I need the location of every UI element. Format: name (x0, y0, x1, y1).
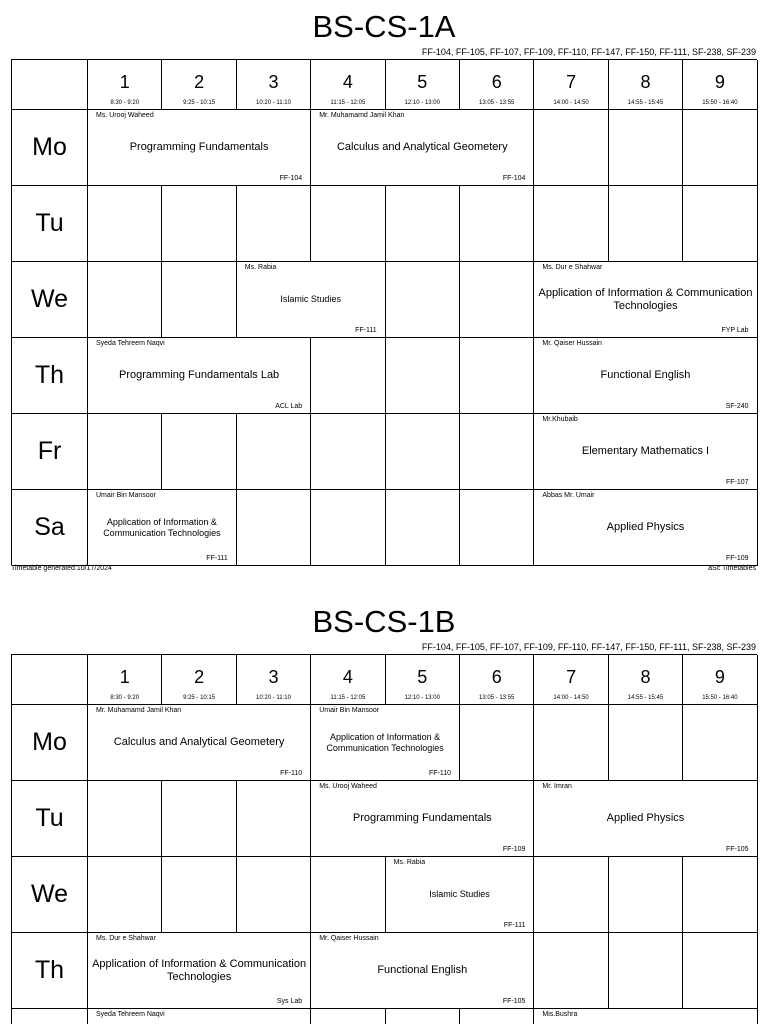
empty-slot (237, 490, 311, 566)
period-header-7 (534, 60, 608, 110)
empty-slot (683, 705, 757, 781)
period-time: 14:55 - 15:45 (627, 695, 664, 701)
lesson-teacher: Ms. Dur e Shahwar (96, 935, 156, 942)
lesson-subject: Application of Information & Communication Technologies (538, 286, 753, 312)
lesson-subject: Islamic Studies (429, 889, 490, 899)
period-header-1 (88, 655, 162, 705)
period-time: 14:55 - 15:45 (627, 100, 664, 106)
lesson-room: FF-104 (279, 175, 303, 182)
lesson-card[interactable] (88, 110, 311, 186)
lesson-subject: Functional English (600, 369, 691, 381)
period-header-8 (609, 60, 683, 110)
period-number: 6 (491, 72, 502, 92)
empty-slot (683, 110, 757, 186)
period-number: 8 (640, 667, 651, 687)
period-number: 9 (714, 72, 725, 92)
lesson-room: FYP Lab (721, 327, 749, 334)
empty-slot (237, 186, 311, 262)
empty-slot (88, 857, 162, 933)
empty-slot (386, 414, 460, 490)
lesson-room: FF-107 (726, 479, 749, 486)
period-time: 13:05 - 13:55 (479, 100, 515, 106)
period-header-2 (162, 655, 236, 705)
lesson-card[interactable] (386, 857, 535, 933)
empty-slot (534, 186, 608, 262)
lesson-teacher: Mr. Qaiser Hussain (542, 340, 602, 347)
day-label: Th (12, 933, 88, 1009)
lesson-room: FF-109 (726, 555, 749, 562)
empty-slot (88, 186, 162, 262)
empty-slot (386, 1009, 460, 1024)
empty-slot (311, 857, 385, 933)
empty-slot (386, 338, 460, 414)
empty-slot (460, 490, 534, 566)
period-time: 15:50 - 16:40 (702, 100, 738, 106)
lesson-subject: Calculus and Analytical Geometery (113, 736, 285, 748)
rooms-list: FF-104, FF-105, FF-107, FF-109, FF-110, FF-147, FF-150, FF-111, SF-238, SF-239 (421, 642, 756, 652)
generator-brand: aSc Timetables (708, 565, 756, 572)
period-number: 4 (342, 72, 353, 92)
empty-slot (386, 262, 460, 338)
period-time: 9:25 - 10:15 (183, 100, 216, 106)
lesson-subject: Application of Information & Communication Technologies (92, 957, 307, 983)
lesson-room: FF-110 (280, 770, 303, 777)
empty-slot (237, 857, 311, 933)
empty-slot (609, 705, 683, 781)
timetable-1 (0, 595, 768, 1024)
empty-slot (162, 857, 236, 933)
lesson-teacher: Umair Bin Mansoor (319, 707, 380, 714)
empty-slot (460, 705, 534, 781)
period-time: 14:00 - 14:50 (553, 100, 589, 106)
empty-slot (460, 338, 534, 414)
period-number: 7 (566, 72, 577, 92)
empty-slot (609, 110, 683, 186)
period-header-6 (460, 655, 534, 705)
lesson-teacher: Umair Bin Mansoor (96, 492, 156, 499)
lesson-subject: Calculus and Analytical Geometery (336, 141, 508, 153)
empty-slot (311, 1009, 385, 1024)
period-header-1 (88, 60, 162, 110)
period-number: 5 (417, 72, 428, 92)
lesson-teacher: Abbas Mr. Umair (542, 492, 595, 499)
schedule-grid (11, 59, 757, 565)
period-header-7 (534, 655, 608, 705)
lesson-room: FF-111 (355, 327, 377, 334)
lesson-card[interactable] (88, 490, 237, 566)
lesson-subject: Application of Information & Communication Technologies (326, 731, 444, 753)
generated-date: Timetable generated:10/17/2024 (11, 565, 112, 572)
empty-slot (609, 933, 683, 1009)
day-label: We (12, 857, 88, 933)
corner-cell (12, 655, 88, 705)
lesson-subject: Programming Fundamentals Lab (118, 369, 280, 381)
empty-slot (534, 933, 608, 1009)
lesson-card[interactable] (88, 705, 311, 781)
lesson-card[interactable] (88, 933, 311, 1009)
empty-slot (534, 705, 608, 781)
day-label: Fr (12, 414, 88, 490)
lesson-card[interactable] (534, 1009, 757, 1024)
lesson-subject: Islamic Studies (280, 294, 341, 304)
lesson-room: Sys Lab (276, 998, 303, 1005)
lesson-subject: Programming Fundamentals (352, 812, 492, 824)
period-header-5 (386, 60, 460, 110)
empty-slot (162, 414, 236, 490)
empty-slot (237, 781, 311, 857)
lesson-card[interactable] (311, 781, 534, 857)
empty-slot (311, 338, 385, 414)
lesson-card[interactable] (237, 262, 386, 338)
empty-slot (237, 414, 311, 490)
empty-slot (162, 186, 236, 262)
lesson-teacher: Mr.Khubaib (542, 416, 578, 423)
period-header-9 (683, 655, 757, 705)
rooms-list: FF-104, FF-105, FF-107, FF-109, FF-110, FF-147, FF-150, FF-111, SF-238, SF-239 (421, 47, 756, 57)
lesson-room: FF-111 (503, 922, 526, 929)
period-time: 12:10 - 13:00 (404, 695, 440, 701)
lesson-teacher: Ms. Urooj Waheed (96, 112, 154, 119)
lesson-room: ACL Lab (275, 403, 303, 410)
period-time: 11:15 - 12:05 (330, 100, 366, 106)
lesson-subject: Applied Physics (606, 521, 685, 533)
period-time: 12:10 - 13:00 (404, 100, 440, 106)
day-label: Tu (12, 781, 88, 857)
lesson-card[interactable] (534, 490, 757, 566)
period-number: 1 (119, 72, 130, 92)
period-header-3 (237, 655, 311, 705)
period-time: 11:15 - 12:05 (330, 695, 366, 701)
empty-slot (162, 781, 236, 857)
period-time: 14:00 - 14:50 (553, 695, 589, 701)
lesson-subject: Elementary Mathematics I (581, 445, 710, 457)
empty-slot (609, 857, 683, 933)
empty-slot (460, 1009, 534, 1024)
period-header-6 (460, 60, 534, 110)
period-number: 7 (566, 667, 577, 687)
lesson-card[interactable] (88, 338, 311, 414)
period-number: 3 (268, 72, 279, 92)
period-header-8 (609, 655, 683, 705)
day-label (12, 1009, 88, 1024)
lesson-subject: Functional English (377, 964, 468, 976)
lesson-teacher: Ms. Rabia (244, 264, 277, 271)
lesson-teacher: Mr. Muhamamd Jamil Khan (319, 112, 405, 119)
timetable-title: BS-CS-1A (312, 9, 456, 44)
period-header-2 (162, 60, 236, 110)
empty-slot (311, 414, 385, 490)
empty-slot (88, 414, 162, 490)
period-time: 15:50 - 16:40 (702, 695, 738, 701)
empty-slot (534, 110, 608, 186)
day-label: Sa (12, 490, 88, 566)
corner-cell (12, 60, 88, 110)
timetable-title: BS-CS-1B (312, 604, 456, 639)
period-number: 5 (417, 667, 428, 687)
empty-slot (534, 857, 608, 933)
lesson-card[interactable] (311, 110, 534, 186)
empty-slot (460, 186, 534, 262)
period-header-4 (311, 60, 385, 110)
day-label: Tu (12, 186, 88, 262)
period-time: 13:05 - 13:55 (479, 695, 515, 701)
lesson-room: SF-240 (725, 403, 749, 410)
lesson-subject: Application of Information & Communication Technologies (103, 516, 221, 538)
period-header-5 (386, 655, 460, 705)
lesson-card[interactable] (534, 414, 757, 490)
lesson-room: FF-104 (502, 175, 526, 182)
period-number: 8 (640, 72, 651, 92)
lesson-card[interactable] (534, 262, 757, 338)
empty-slot (460, 414, 534, 490)
period-time: 8:30 - 9:20 (110, 695, 140, 701)
period-header-3 (237, 60, 311, 110)
lesson-teacher: Mr. Imran (542, 783, 572, 790)
day-label: Mo (12, 705, 88, 781)
empty-slot (386, 186, 460, 262)
empty-slot (88, 781, 162, 857)
period-number: 2 (194, 72, 205, 92)
empty-slot (162, 262, 236, 338)
period-number: 9 (714, 667, 725, 687)
period-header-9 (683, 60, 757, 110)
period-number: 2 (194, 667, 205, 687)
empty-slot (683, 857, 757, 933)
day-label: We (12, 262, 88, 338)
period-number: 1 (119, 667, 130, 687)
period-number: 4 (342, 667, 353, 687)
lesson-teacher: Mis.Bushra (542, 1011, 578, 1018)
lesson-teacher: Ms. Dur e Shahwar (542, 264, 603, 271)
lesson-teacher: Mr. Qaiser Hussain (319, 935, 379, 942)
empty-slot (88, 262, 162, 338)
lesson-card[interactable] (534, 781, 757, 857)
lesson-room: FF-111 (206, 555, 228, 562)
lesson-card[interactable] (311, 705, 460, 781)
period-number: 3 (268, 667, 279, 687)
period-time: 10:20 - 11:10 (256, 100, 291, 106)
empty-slot (460, 262, 534, 338)
schedule-grid (11, 654, 757, 1024)
empty-slot (311, 186, 385, 262)
empty-slot (683, 186, 757, 262)
lesson-room: FF-105 (726, 846, 749, 853)
lesson-card[interactable] (88, 1009, 311, 1024)
period-time: 8:30 - 9:20 (110, 100, 140, 106)
lesson-room: FF-105 (502, 998, 526, 1005)
lesson-teacher: Syeda Tehreem Naqvi (96, 1011, 165, 1018)
period-time: 10:20 - 11:10 (256, 695, 291, 701)
lesson-card[interactable] (311, 933, 534, 1009)
lesson-room: FF-110 (428, 770, 451, 777)
day-label: Mo (12, 110, 88, 186)
day-label: Th (12, 338, 88, 414)
empty-slot (683, 933, 757, 1009)
lesson-teacher: Ms. Urooj Waheed (319, 783, 377, 790)
lesson-teacher: Syeda Tehreem Naqvi (96, 340, 165, 347)
lesson-subject: Programming Fundamentals (129, 141, 269, 153)
lesson-room: FF-109 (502, 846, 526, 853)
empty-slot (609, 186, 683, 262)
empty-slot (386, 490, 460, 566)
empty-slot (311, 490, 385, 566)
lesson-subject: Applied Physics (606, 812, 685, 824)
lesson-teacher: Mr. Muhamamd Jamil Khan (96, 707, 182, 714)
period-header-4 (311, 655, 385, 705)
period-time: 9:25 - 10:15 (183, 695, 216, 701)
lesson-teacher: Ms. Rabia (393, 859, 426, 866)
period-number: 6 (491, 667, 502, 687)
lesson-card[interactable] (534, 338, 757, 414)
